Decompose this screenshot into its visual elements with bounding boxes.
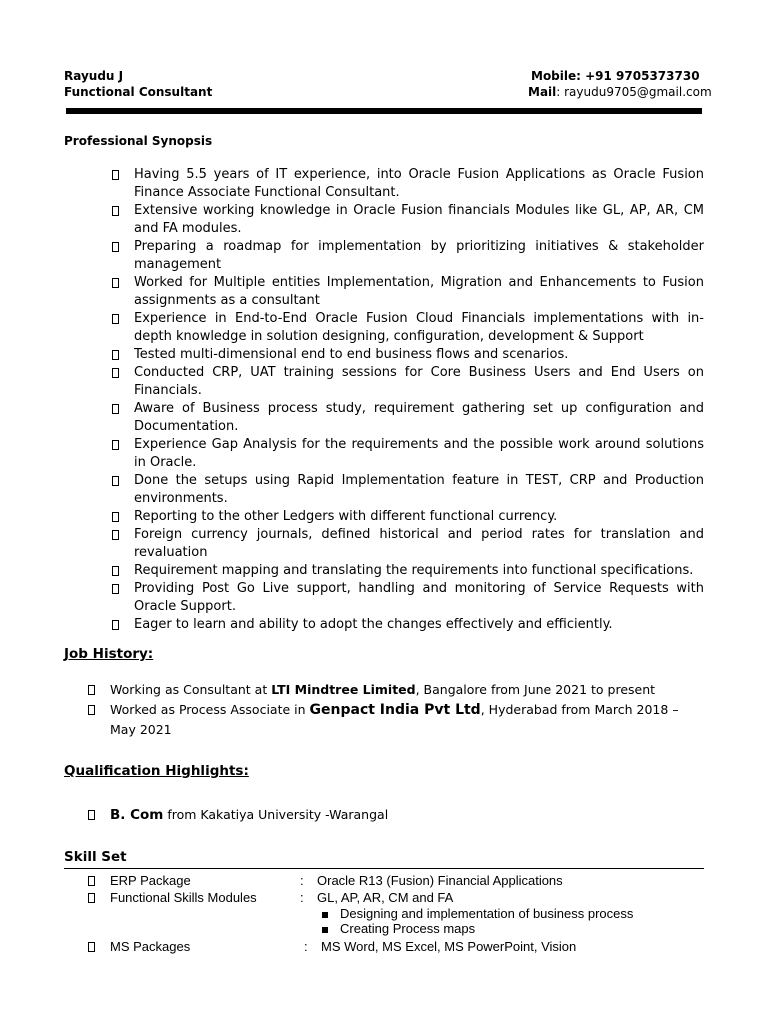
skill-value: GL, AP, AR, CM and FA [317,890,454,905]
skill-colon: : [304,939,308,954]
mail-value: : rayudu9705@gmail.com [556,85,712,99]
bullet-icon [112,350,119,360]
bullet-icon [112,476,119,486]
skill-label: Functional Skills Modules [110,890,257,905]
bullet-icon [112,440,119,450]
skill-value: Oracle R13 (Fusion) Financial Applications [317,873,563,888]
job-item: Worked as Process Associate in Genpact India Pvt Ltd, Hyderabad from March 2018 – May 2021 [88,700,688,740]
skill-colon: : [300,890,304,905]
bullet-icon [88,685,95,695]
square-bullet-icon [322,927,328,933]
list-item: Foreign currency journals, defined historical and period rates for translation and revaluation [110,526,704,562]
bullet-icon [112,620,119,630]
synopsis-list [110,166,704,634]
list-item: Requirement mapping and translating the requirements into functional specifications. [110,562,704,580]
candidate-name: Rayudu J [64,69,124,83]
list-item: Eager to learn and ability to adopt the changes effectively and efficiently. [110,616,704,634]
list-item: Reporting to the other Ledgers with different functional currency. [110,508,704,526]
list-item: Providing Post Go Live support, handling and monitoring of Service Requests with Oracle Support. [110,580,704,616]
bullet-icon [112,584,119,594]
bullet-icon [112,242,119,252]
job-item: Working as Consultant at LTI Mindtree Limited, Bangalore from June 2021 to present [88,680,688,700]
synopsis-heading: Professional Synopsis [64,134,213,148]
qualification-item [88,805,388,825]
company-name: LTI Mindtree Limited [271,682,416,697]
list-item: Aware of Business process study, requirement gathering set up configuration and Documentation. [110,400,704,436]
list-item: Conducted CRP, UAT training sessions for Core Business Users and End Users on Financials. [110,364,704,400]
university: from Kakatiya University -Warangal [163,807,389,822]
skill-label: ERP Package [110,873,191,888]
degree: B. Com [110,807,164,823]
bullet-icon [112,314,119,324]
skill-sub-item: Designing and implementation of business process [322,906,633,921]
candidate-title: Functional Consultant [64,85,213,99]
bullet-icon [112,512,119,522]
bullet-icon [112,170,119,180]
list-item: Worked for Multiple entities Implementation, Migration and Enhancements to Fusion assignments as a consultant [110,274,704,310]
skill-set-heading: Skill Set [64,849,127,865]
job-history-list [88,680,688,740]
bullet-icon [88,876,95,886]
list-item: Experience in End-to-End Oracle Fusion Cloud Financials implementations with in-depth knowledge in solution designing, configuration, development & Support [110,310,704,346]
bullet-icon [88,893,95,903]
list-item: Extensive working knowledge in Oracle Fusion financials Modules like GL, AP, AR, CM and FA modules. [110,202,704,238]
skill-label: MS Packages [110,939,191,954]
email-line [528,84,712,100]
bullet-icon [112,530,119,540]
bullet-icon [112,566,119,576]
job-history-heading: Job History: [64,646,154,662]
company-name: Genpact India Pvt Ltd [309,702,481,718]
bullet-icon [112,404,119,414]
qualification-heading: Qualification Highlights: [64,763,249,779]
list-item: Having 5.5 years of IT experience, into Oracle Fusion Applications as Oracle Fusion Finance Associate Functional Consultant. [110,166,704,202]
bullet-icon [88,705,95,715]
bullet-icon [112,206,119,216]
mobile-number: Mobile: +91 9705373730 [531,69,700,83]
list-item: Preparing a roadmap for implementation by prioritizing initiatives & stakeholder management [110,238,704,274]
header-divider [66,108,702,114]
skill-set-divider [64,868,704,869]
list-item: Tested multi-dimensional end to end business flows and scenarios. [110,346,704,364]
skill-colon: : [300,873,304,888]
list-item: Done the setups using Rapid Implementation feature in TEST, CRP and Production environments. [110,472,704,508]
header-left [64,68,212,100]
bullet-icon [88,810,95,820]
skill-value: MS Word, MS Excel, MS PowerPoint, Vision [321,939,577,954]
bullet-icon [112,278,119,288]
mail-label: Mail [528,85,557,99]
skill-sub-item: Creating Process maps [322,921,475,936]
square-bullet-icon [322,912,328,918]
list-item: Experience Gap Analysis for the requirements and the possible work around solutions in Oracle. [110,436,704,472]
bullet-icon [112,368,119,378]
bullet-icon [88,942,95,952]
